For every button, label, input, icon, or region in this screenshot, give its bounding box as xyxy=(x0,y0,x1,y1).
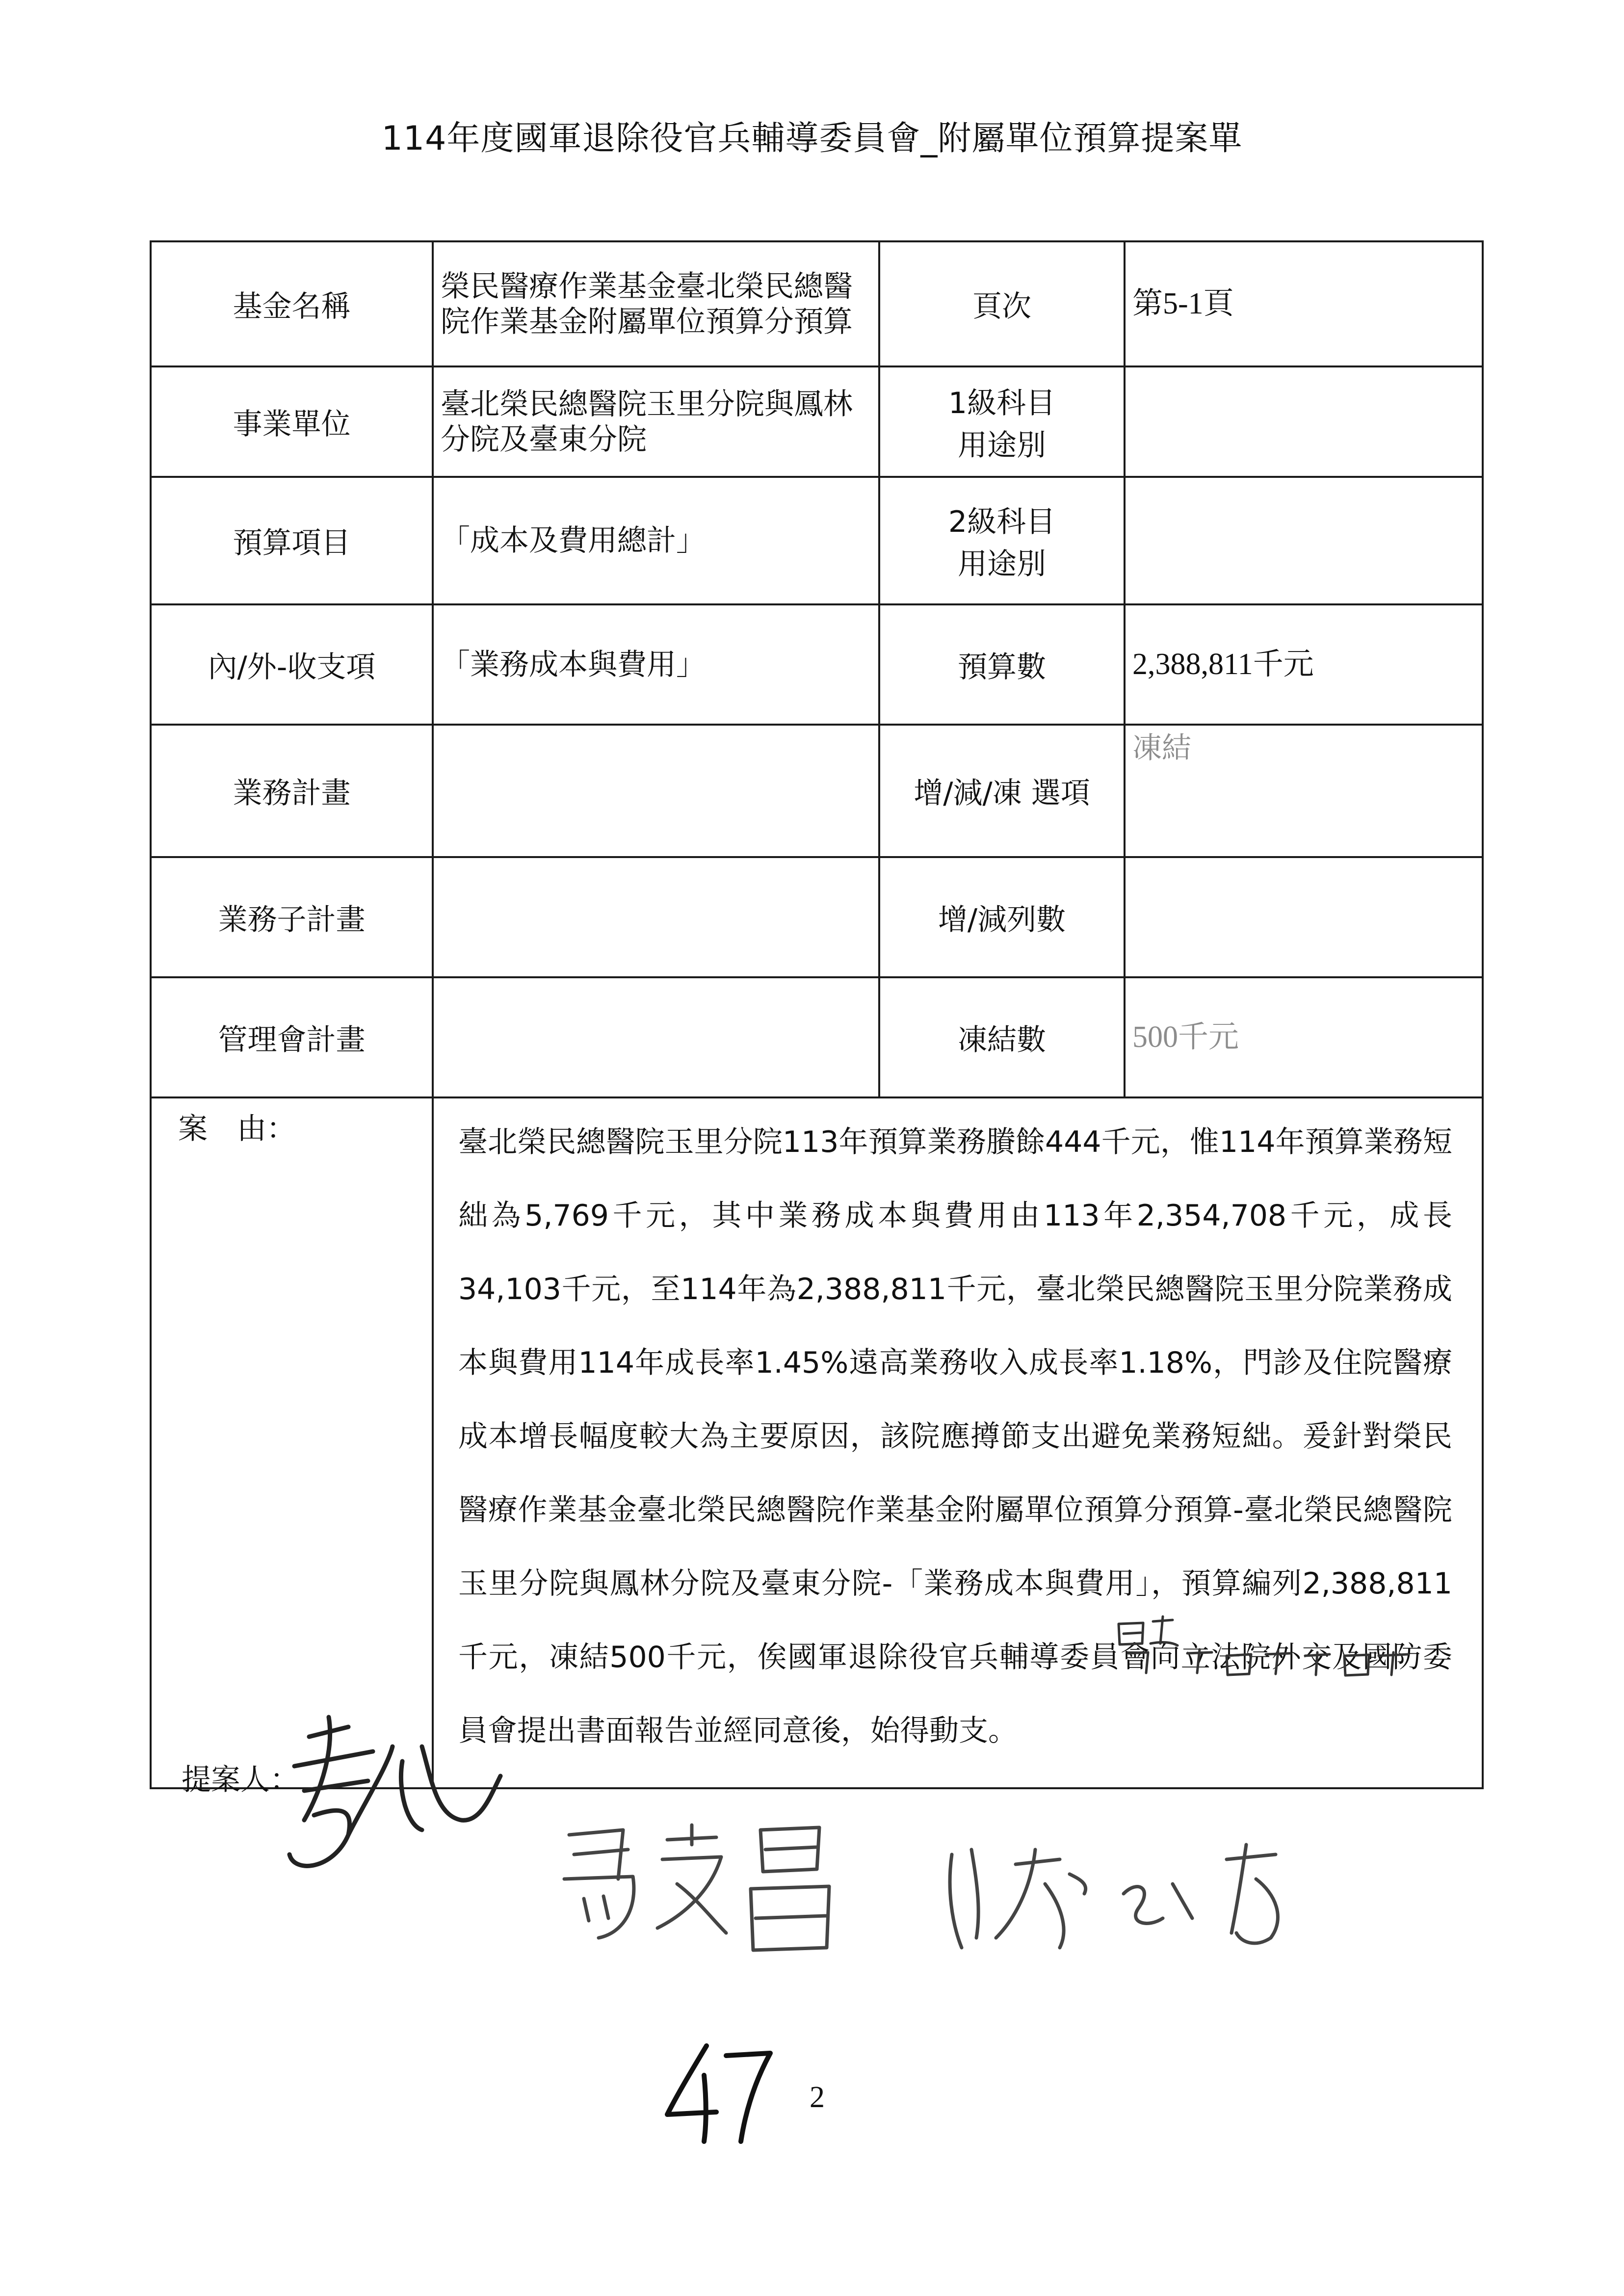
signature-2 xyxy=(554,1815,859,1967)
signature-1 xyxy=(275,1707,510,1894)
budget-amount-label: 預算數 xyxy=(879,604,1125,725)
adjustment-amount-label: 增/減列數 xyxy=(879,857,1125,977)
table-row xyxy=(151,366,1483,477)
management-plan-label: 管理會計畫 xyxy=(151,977,433,1097)
signature-3 xyxy=(932,1835,1305,1957)
level2-subject-label: 2級科目用途別 xyxy=(879,477,1125,604)
fund-name-label: 基金名稱 xyxy=(151,241,433,366)
adjustment-amount-value xyxy=(1125,857,1483,977)
management-plan-value xyxy=(433,977,879,1097)
page-number: 2 xyxy=(810,2081,825,2114)
business-unit-label: 事業單位 xyxy=(151,366,433,477)
page-title: 114年度國軍退除役官兵輔導委員會_附屬單位預算提案單 xyxy=(381,119,1243,158)
business-plan-label: 業務計畫 xyxy=(151,725,433,857)
level2-subject-value xyxy=(1125,477,1483,604)
reason-text: 臺北榮民總醫院玉里分院113年預算業務賸餘444千元，惟114年預算業務短絀為5,769千元，其中業務成本與費用由113年2,354,708千元，成長34,103千元，至114年為2,388,811千元，臺北榮民總醫院玉里分院業務成本與費用114年成長率1.45%遠高業務收入成長率1.18%，門診及住院醫療成本增長幅度較大為主要原因，該院應撙節支出避免業務短絀。爰針對榮民醫療作業基金臺北榮民總醫院作業基金附屬單位預算分預算-臺北榮民總醫院玉里分院與鳳林分院及臺東分院-「業務成本與費用」，預算編列2,388,811千元，凍結500千元，俟國軍退除役官兵輔導委員會向立法院外交及國防委員會提出書面報告並經同意後，始得動支。 xyxy=(433,1097,1483,1788)
table-row xyxy=(151,477,1483,604)
fund-name-value: 榮民醫療作業基金臺北榮民總醫院作業基金附屬單位預算分預算 xyxy=(433,241,879,366)
page-ref-value: 第5-1頁 xyxy=(1125,241,1483,366)
handwritten-correction-stamp xyxy=(1114,1614,1418,1678)
budget-item-value: 「成本及費用總計」 xyxy=(433,477,879,604)
proposer-label: 提案人： xyxy=(182,1763,299,1797)
budget-amount-value: 2,388,811千元 xyxy=(1125,604,1483,725)
frozen-amount-label: 凍結數 xyxy=(879,977,1125,1097)
adjustment-option-label: 增/減/凍 選項 xyxy=(879,725,1125,857)
business-subplan-label: 業務子計畫 xyxy=(151,857,433,977)
level1-subject-value xyxy=(1125,366,1483,477)
proposal-form-table xyxy=(150,240,1484,1789)
budget-item-label: 預算項目 xyxy=(151,477,433,604)
reason-label-text: 案 由： xyxy=(178,1112,296,1146)
adjustment-option-value: 凍結 xyxy=(1125,725,1483,857)
table-row xyxy=(151,1097,1483,1788)
business-unit-value: 臺北榮民總醫院玉里分院與鳳林分院及臺東分院 xyxy=(433,366,879,477)
table-row xyxy=(151,725,1483,857)
page-ref-label: 頁次 xyxy=(879,241,1125,366)
handwritten-page-number xyxy=(657,2036,780,2149)
business-subplan-value xyxy=(433,857,879,977)
business-plan-value xyxy=(433,725,879,857)
table-row xyxy=(151,604,1483,725)
table-row xyxy=(151,977,1483,1097)
reason-label xyxy=(151,1097,433,1788)
table-row xyxy=(151,857,1483,977)
table-row xyxy=(151,241,1483,366)
revenue-expense-item-label: 內/外-收支項 xyxy=(151,604,433,725)
frozen-amount-value: 500千元 xyxy=(1125,977,1483,1097)
revenue-expense-item-value: 「業務成本與費用」 xyxy=(433,604,879,725)
level1-subject-label: 1級科目用途別 xyxy=(879,366,1125,477)
